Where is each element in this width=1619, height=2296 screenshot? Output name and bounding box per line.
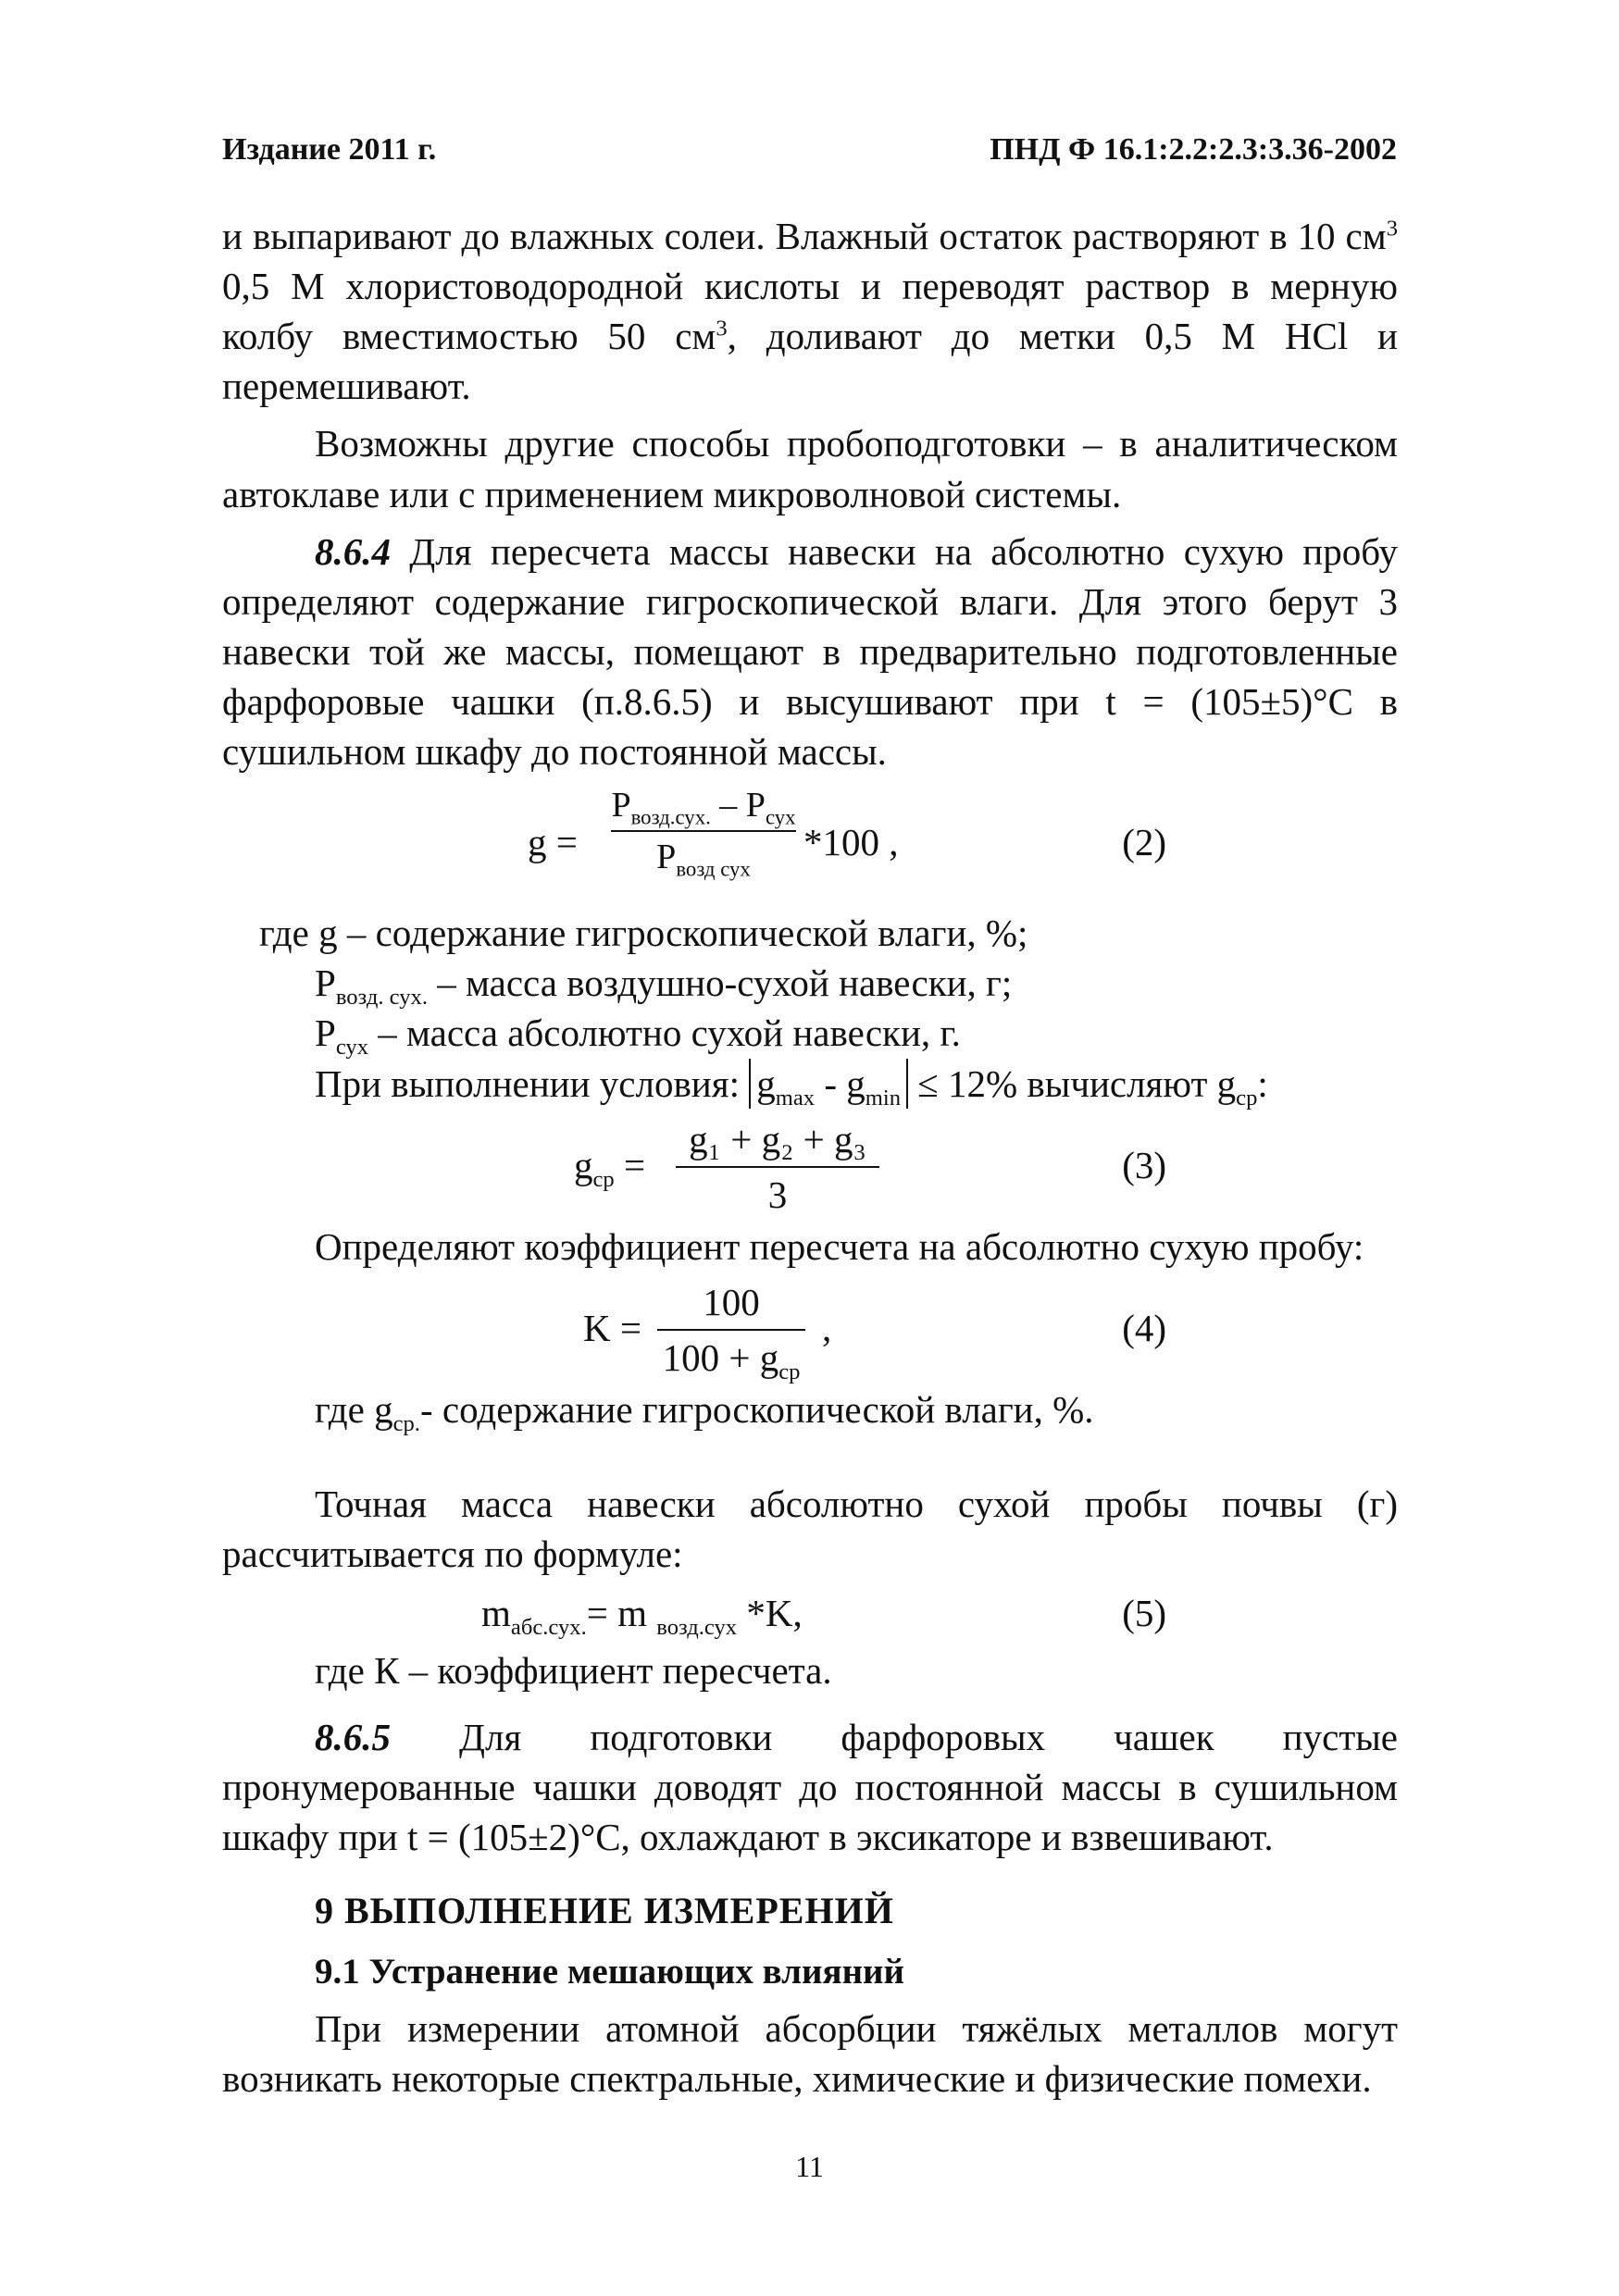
paragraph-9-1: При измерении атомной абсорбции тяжёлых металлов могут возникать некоторые спектральные, химические и физические помехи. [222, 2006, 1398, 2100]
fraction [611, 782, 796, 880]
fraction-bar [611, 830, 796, 832]
document-code: ПНД Ф 16.1:2.2:2.3:3.36-2002 [990, 132, 1397, 167]
subscript: возд. сух. [335, 985, 428, 1011]
text-span: – масса воздушно-сухой навески, г; [427, 962, 1013, 1005]
superscript: 3 [1386, 216, 1398, 242]
text-span: , доливают до метки 0,5 М НСl и перемешивают. [222, 315, 1398, 408]
paragraph-evaporation [222, 211, 1398, 411]
definition-k: где К – коэффициент пересчета. [315, 1649, 832, 1693]
subscript: ср [778, 1359, 801, 1385]
formula-2 [222, 782, 1398, 902]
formula-lhs: K = [583, 1306, 641, 1349]
superscript: 3 [716, 316, 728, 341]
formula-4 [222, 1277, 1398, 1385]
symbol: - [815, 1061, 847, 1105]
equation-number: (3) [1122, 1143, 1166, 1186]
subscript: абс.сух. [510, 1615, 587, 1641]
symbol: = m [586, 1592, 657, 1635]
formula-lhs: g = [528, 821, 578, 864]
absolute-value [749, 1059, 908, 1109]
text-span: Для пересчета массы навески на абсолютно сухую пробу определяют содержание гигроскопической влаги. Для этого берут 3 навески той же массы, помещают в предварительно подготовленные фарфоровые чашки (п.8.6.5) и высушивают при t = (105±5)°С в сушильном шкафу до постоянной массы. [222, 529, 1398, 774]
symbol: P [315, 962, 336, 1005]
text-span: и выпаривают до влажных солеи. Влажный остаток растворяют в 10 см [222, 215, 1387, 257]
subscript: возд сух [676, 857, 751, 881]
numerator [611, 782, 796, 828]
formula-body [481, 1588, 803, 1641]
section-heading-9: 9 ВЫПОЛНЕНИЕ ИЗМЕРЕНИЙ [315, 1889, 894, 1931]
text-span: : [1257, 1061, 1268, 1105]
subscript: ср [1236, 1085, 1258, 1111]
equation-number: (2) [1122, 821, 1166, 864]
denominator [611, 834, 796, 880]
formula-tail: , [822, 1306, 832, 1349]
paragraph-8-6-4 [222, 527, 1398, 777]
equation-number: (5) [1122, 1592, 1166, 1635]
text-span: – масса абсолютно сухой навески, г. [368, 1011, 961, 1055]
page-number: 11 [795, 2150, 824, 2183]
symbol: 100 + g [662, 1335, 779, 1379]
section-number: 8.6.5 [315, 1716, 391, 1759]
symbol: = [614, 1143, 646, 1186]
denominator [657, 1333, 805, 1383]
equation-number: (4) [1122, 1306, 1166, 1349]
symbol: g [756, 1061, 776, 1105]
text-span: При выполнении условия: [315, 1061, 750, 1105]
subscript: max [775, 1085, 816, 1111]
paragraph-coefficient: Определяют коэффициент пересчета на абсолютно сухую пробу: [315, 1224, 1364, 1268]
formula-tail: *100 , [803, 821, 899, 864]
definition-g-cp [222, 1384, 1398, 1434]
numerator: 100 [703, 1280, 760, 1323]
formula-5 [222, 1584, 1398, 1640]
definition-g: где g – содержание гигроскопической влаги, %; [259, 912, 1028, 955]
subscript: сух [335, 1035, 368, 1061]
paragraph-8-6-5 [222, 1712, 1398, 1862]
text-span: - содержание гигроскопической влаги, %. [419, 1387, 1094, 1431]
text-span: ≤ 12% вычисляют g [908, 1061, 1237, 1105]
definition-p-vozd [222, 958, 1398, 1011]
definition-p-suh [222, 1008, 1398, 1061]
fraction-bar [676, 1166, 879, 1168]
symbol: g [574, 1143, 593, 1186]
section-number: 8.6.4 [315, 529, 391, 573]
symbol: P [656, 838, 677, 877]
text-span: Для подготовки фарфоровых чашек пустые пронумерованные чашки доводят до постоянной массы в сушильном шкафу при t = (105±2)°С, охлаждают в эксикаторе и взвешивают. [222, 1716, 1398, 1859]
subscript: возд.сух [656, 1615, 738, 1641]
paragraph-exact-mass: Точная масса навески абсолютно сухой пробы почвы (г) рассчитывается по формуле: [222, 1482, 1398, 1575]
condition-line [222, 1059, 1398, 1109]
subscript: ср. [392, 1410, 420, 1436]
symbol: *K, [737, 1592, 803, 1635]
fraction [676, 1114, 879, 1220]
subscript: возд.сух. [630, 805, 711, 829]
subsection-heading-9-1: 9.1 Устранение мешающих влияний [315, 1952, 904, 1992]
symbol: g [846, 1061, 866, 1105]
subscript: ср [592, 1166, 615, 1192]
symbol: – P [710, 786, 766, 825]
text-span: где g [315, 1387, 393, 1431]
fraction [657, 1277, 805, 1383]
symbol: m [481, 1592, 511, 1635]
symbol: P [315, 1011, 336, 1055]
formula-lhs [574, 1140, 645, 1190]
fraction-bar [657, 1329, 805, 1331]
subscript: min [865, 1085, 902, 1111]
denominator: 3 [767, 1173, 788, 1216]
subscript: сух [765, 805, 796, 829]
edition-label: Издание 2011 г. [222, 132, 437, 167]
formula-3 [222, 1114, 1398, 1216]
page-header [222, 130, 1397, 176]
paragraph-other-methods: Возможны другие способы пробоподготовки – в аналитическом автоклаве или с применением микроволновой системы. [222, 422, 1398, 515]
symbol: P [611, 786, 631, 825]
numerator: g₁ + g₂ + g₃ [689, 1117, 866, 1160]
page-content [222, 211, 1398, 2104]
text-span: 0,5 М хлористоводородной кислоты и переводят раствор в мерную колбу вместимостью 50 см [222, 265, 1398, 358]
